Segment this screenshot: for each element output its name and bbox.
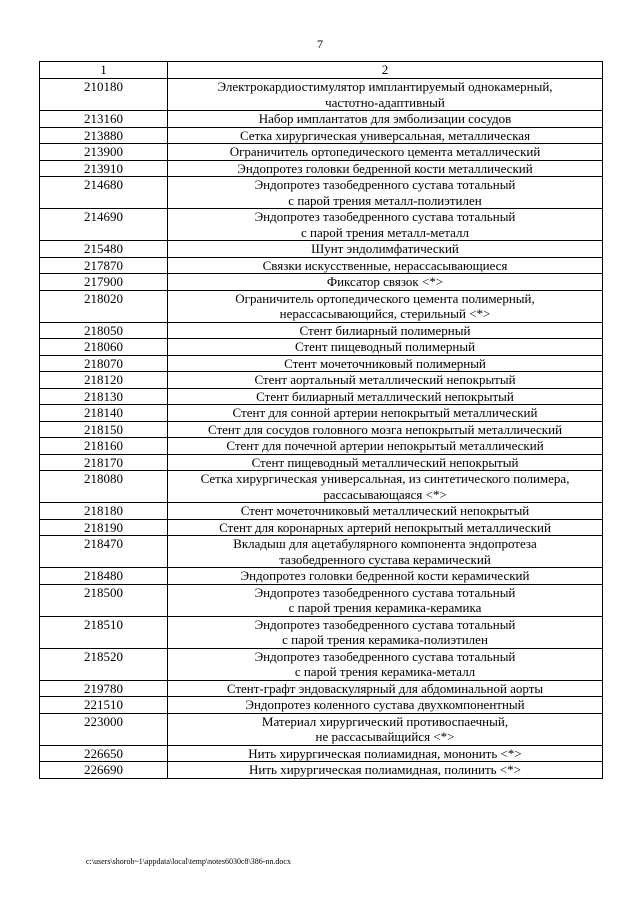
table-header-row [40, 62, 603, 79]
device-name-line: Сетка хирургическая универсальная, металлическая [239, 127, 531, 143]
device-name-line: Нить хирургическая полиамидная, полинить <*> [249, 762, 521, 777]
device-name-cell [168, 471, 603, 503]
device-name-line: Эндопротез тазобедренного сустава тотальный [254, 209, 516, 224]
device-code-cell: 214690 [40, 209, 168, 241]
device-name-line: с парой трения керамика-металл [294, 664, 476, 679]
page-number: 7 [317, 37, 323, 51]
device-code-cell: 218140 [40, 405, 168, 422]
device-name-cell [168, 388, 603, 405]
device-code-cell: 218060 [40, 339, 168, 356]
device-name-line: Эндопротез головки бедренной кости металлический [237, 160, 533, 176]
device-name-line: частотно-адаптивный [325, 94, 445, 110]
device-code-table [39, 61, 603, 779]
column-header-code: 1 [40, 62, 168, 79]
table-row [40, 257, 603, 274]
device-name-line: не рассасывайщийся <*> [315, 729, 455, 744]
table-row [40, 388, 603, 405]
device-name-cell [168, 680, 603, 697]
device-name-line: Эндопротез тазобедренного сустава тотальный [254, 584, 516, 600]
device-name-line: тазобедренного сустава керамический [279, 551, 491, 567]
device-code-cell: 215480 [40, 241, 168, 258]
device-name-cell [168, 503, 603, 520]
table-row [40, 355, 603, 372]
device-code-cell: 223000 [40, 713, 168, 745]
device-code-cell: 213880 [40, 127, 168, 144]
table-row [40, 322, 603, 339]
device-name-cell [168, 339, 603, 356]
device-name-cell [168, 127, 603, 144]
table-row [40, 503, 603, 520]
device-name-cell [168, 209, 603, 241]
device-code-cell: 226690 [40, 762, 168, 779]
device-name-cell [168, 421, 603, 438]
device-name-line: Стент для сосудов головного мозга непокрытый металлический [207, 421, 563, 437]
device-name-cell [168, 111, 603, 128]
file-path-footer: c:\users\shorob~1\appdata\local\temp\notes6030c8\386-nn.docx [86, 857, 291, 866]
device-code-cell: 218150 [40, 421, 168, 438]
table-row [40, 339, 603, 356]
device-name-cell [168, 322, 603, 339]
device-name-cell [168, 372, 603, 389]
device-name-line: Стент аортальный металлический непокрытый [254, 372, 516, 387]
device-code-cell: 219780 [40, 680, 168, 697]
device-code-cell: 218050 [40, 322, 168, 339]
device-code-cell: 210180 [40, 79, 168, 111]
device-name-line: Связки искусственные, нерассасывающиеся [262, 257, 508, 273]
device-name-cell [168, 648, 603, 680]
device-name-line: с парой трения керамика-керамика [288, 600, 482, 615]
table-row [40, 519, 603, 536]
table-row [40, 177, 603, 209]
device-code-cell: 218170 [40, 454, 168, 471]
device-name-line: Стент для коронарных артерий непокрытый металлический [219, 519, 551, 535]
table-row [40, 290, 603, 322]
device-name-line: с парой трения металл-металл [301, 224, 469, 240]
device-name-line: Стент мочеточниковый полимерный [284, 355, 486, 371]
device-name-line: Вкладыш для ацетабулярного компонента эндопротеза [233, 536, 537, 551]
table-row [40, 241, 603, 258]
device-code-cell: 214680 [40, 177, 168, 209]
table-row [40, 648, 603, 680]
table-row [40, 405, 603, 422]
device-code-cell: 218130 [40, 388, 168, 405]
device-code-cell: 218190 [40, 519, 168, 536]
device-name-cell [168, 762, 603, 779]
device-code-cell: 218180 [40, 503, 168, 520]
table-row [40, 713, 603, 745]
device-name-cell [168, 568, 603, 585]
device-name-cell [168, 454, 603, 471]
device-name-line: Эндопротез коленного сустава двухкомпонентный [245, 697, 525, 712]
device-name-cell [168, 519, 603, 536]
device-name-line: Стент для почечной артерии непокрытый металлический [226, 438, 544, 453]
device-code-cell: 218480 [40, 568, 168, 585]
device-name-line: Шунт эндолимфатический [311, 241, 459, 256]
table-row [40, 568, 603, 585]
device-name-line: с парой трения керамика-полиэтилен [282, 632, 488, 647]
table-row [40, 372, 603, 389]
table-row [40, 438, 603, 455]
device-code-cell: 218070 [40, 355, 168, 372]
device-code-cell: 226650 [40, 745, 168, 762]
device-name-cell [168, 257, 603, 274]
device-code-cell: 218520 [40, 648, 168, 680]
device-code-cell: 217900 [40, 274, 168, 291]
table-row [40, 762, 603, 779]
device-code-cell: 218020 [40, 290, 168, 322]
device-name-line: Ограничитель ортопедического цемента металлический [229, 144, 541, 159]
device-code-cell: 217870 [40, 257, 168, 274]
column-header-name: 2 [168, 62, 603, 79]
device-name-line: Сетка хирургическая универсальная, из синтетического полимера, [200, 471, 570, 486]
table-row [40, 144, 603, 161]
device-name-line: Электрокардиостимулятор имплантируемый однокамерный, [217, 79, 553, 94]
device-code-cell: 213910 [40, 160, 168, 177]
table-row [40, 616, 603, 648]
device-name-line: Стент-графт эндоваскулярный для абдоминальной аорты [226, 680, 544, 696]
device-name-line: Эндопротез тазобедренного сустава тотальный [254, 177, 516, 192]
device-code-cell: 218510 [40, 616, 168, 648]
device-name-line: Набор имплантатов для эмболизации сосудов [258, 111, 512, 126]
table-row [40, 536, 603, 568]
table-row [40, 697, 603, 714]
device-name-cell [168, 697, 603, 714]
table-row [40, 111, 603, 128]
table-row [40, 160, 603, 177]
device-name-line: Ограничитель ортопедического цемента полимерный, [235, 290, 535, 306]
table-row [40, 209, 603, 241]
device-name-cell [168, 536, 603, 568]
table-row [40, 471, 603, 503]
device-name-cell [168, 274, 603, 291]
device-name-line: Фиксатор связок <*> [326, 274, 444, 289]
device-name-cell [168, 745, 603, 762]
table-row [40, 79, 603, 111]
device-name-cell [168, 160, 603, 177]
device-code-cell: 218470 [40, 536, 168, 568]
device-name-cell [168, 405, 603, 422]
table-row [40, 454, 603, 471]
device-name-line: рассасывающаяся <*> [323, 486, 447, 502]
table-row [40, 680, 603, 697]
device-name-cell [168, 584, 603, 616]
device-name-line: Стент пищеводный полимерный [294, 339, 476, 354]
device-name-line: Стент пищеводный металлический непокрытый [251, 454, 519, 470]
device-code-cell: 213160 [40, 111, 168, 128]
device-name-line: с парой трения металл-полиэтилен [288, 192, 482, 208]
device-name-line: Материал хирургический противоспаечный, [261, 713, 509, 729]
device-name-cell [168, 79, 603, 111]
device-name-cell [168, 713, 603, 745]
device-name-line: Эндопротез тазобедренного сустава тотальный [254, 648, 516, 664]
device-name-cell [168, 355, 603, 372]
device-code-cell: 213900 [40, 144, 168, 161]
device-name-line: Нить хирургическая полиамидная, мононить <*> [248, 745, 522, 761]
device-code-cell: 218120 [40, 372, 168, 389]
device-name-line: Эндопротез головки бедренной кости керамический [240, 568, 530, 583]
table-row [40, 584, 603, 616]
table-row [40, 421, 603, 438]
device-code-cell: 218500 [40, 584, 168, 616]
device-name-line: Стент мочеточниковый металлический непокрытый [240, 503, 530, 518]
device-name-cell [168, 290, 603, 322]
device-name-line: нерассасывающийся, стерильный <*> [279, 306, 491, 321]
table-row [40, 127, 603, 144]
device-code-cell: 221510 [40, 697, 168, 714]
device-code-cell: 218080 [40, 471, 168, 503]
device-name-line: Эндопротез тазобедренного сустава тотальный [254, 616, 516, 632]
device-name-cell [168, 438, 603, 455]
device-name-line: Стент для сонной артерии непокрытый металлический [232, 405, 538, 420]
device-name-line: Стент билиарный полимерный [299, 322, 471, 338]
device-name-cell [168, 616, 603, 648]
table-row [40, 274, 603, 291]
device-name-cell [168, 241, 603, 258]
device-code-cell: 218160 [40, 438, 168, 455]
device-name-line: Стент билиарный металлический непокрытый [256, 388, 514, 404]
table-body [40, 79, 603, 779]
table-row [40, 745, 603, 762]
device-name-cell [168, 144, 603, 161]
device-name-cell [168, 177, 603, 209]
